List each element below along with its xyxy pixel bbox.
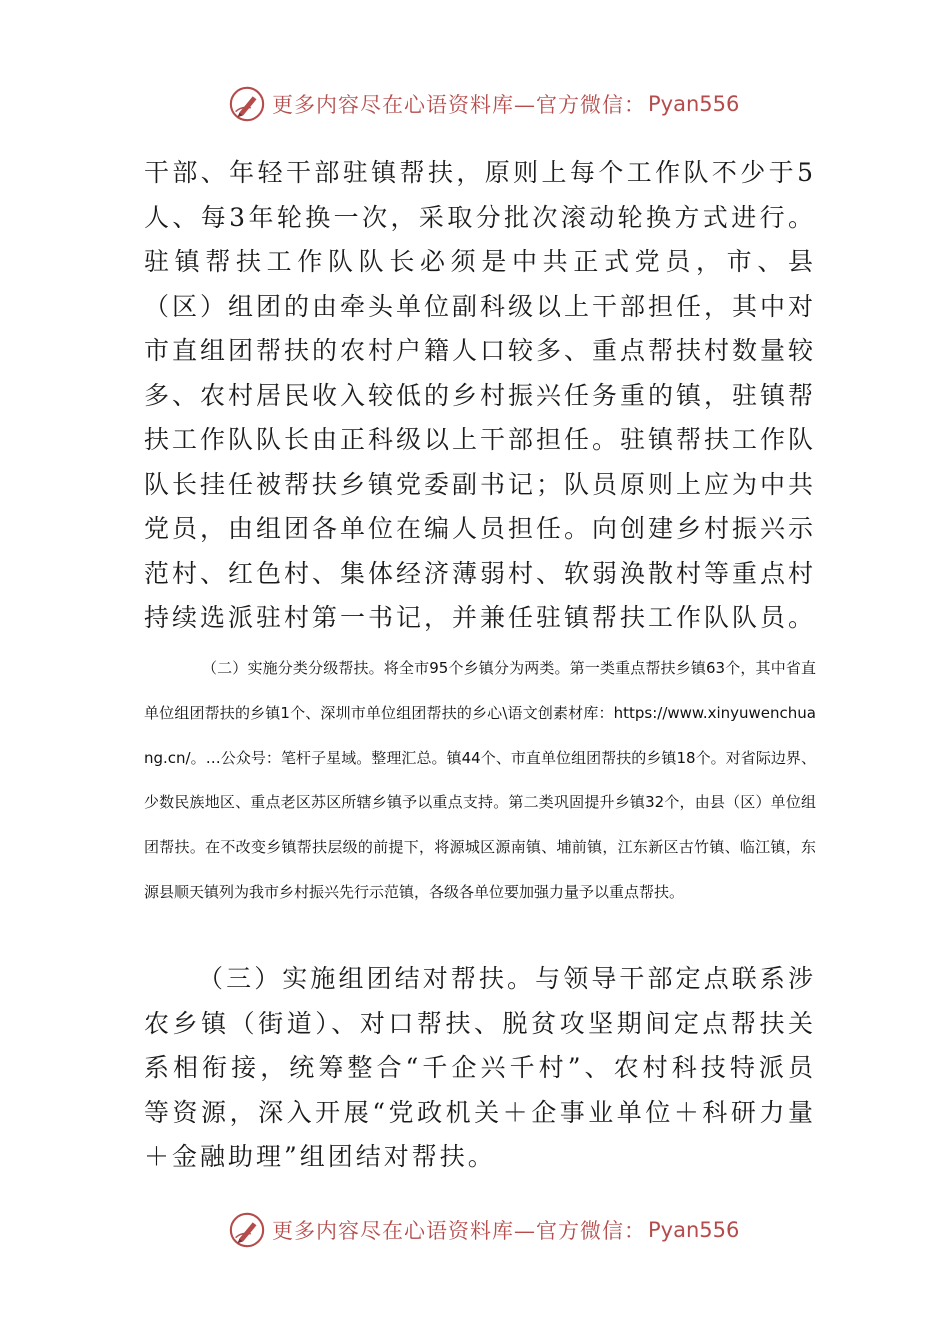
banner-wechat-id: Pyan556 [648, 92, 740, 116]
paragraph-team-staffing: 干部、年轻干部驻镇帮扶，原则上每个工作队不少于5人、每3年轮换一次，采取分批次滚动轮换方式进行。驻镇帮扶工作队队长必须是中共正式党员，市、县（区）组团的由牵头单位副科级以上干部担任，其中对市直组团帮扶的农村户籍人口较多、重点帮扶村数量较多、农村居民收入较低的乡村振兴任务重的镇，驻镇帮扶工作队队长由正科级以上干部担任。驻镇帮扶工作队队长挂任被帮扶乡镇党委副书记；队员原则上应为中共党员，由组团各单位在编人员担任。向创建乡村振兴示范村、红色村、集体经济薄弱村、软弱涣散村等重点村持续选派驻村第一书记，并兼任驻镇帮扶工作队队员。 [144, 158, 817, 632]
banner-text: 更多内容尽在心语资料库—官方微信： [272, 1219, 646, 1243]
pen-logo-icon [228, 1211, 266, 1249]
paragraph-classified-support: （二）实施分类分级帮扶。将全市95个乡镇分为两类。第一类重点帮扶乡镇63个，其中省直单位组团帮扶的乡镇1个、深圳市单位组团帮扶的乡心\语文创素材库：https://www.xinyuwenchuang.cn/。…公众号：笔杆子星域。整理汇总。镇44个、市直单位组团帮扶的乡镇18个。对省际边界、少数民族地区、重点老区苏区所辖乡镇予以重点支持。第二类巩固提升乡镇32个，由县（区）单位组团帮扶。在不改变乡镇帮扶层级的前提下，将源城区源南镇、埔前镇，江东新区古竹镇、临江镇，东源县顺天镇列为我市乡村振兴先行示范镇，各级各单位要加强力量予以重点帮扶。 [144, 659, 816, 901]
header-watermark-banner [228, 82, 748, 126]
pen-logo-icon [228, 85, 266, 123]
banner-text: 更多内容尽在心语资料库—官方微信： [272, 93, 646, 117]
paragraph-group-pairing: （三）实施组团结对帮扶。与领导干部定点联系涉农乡镇（街道）、对口帮扶、脱贫攻坚期间定点帮扶关系相衔接，统筹整合“千企兴千村”、农村科技特派员等资源，深入开展“党政机关＋企事业单位＋科研力量＋金融助理”组团结对帮扶。 [144, 964, 816, 1171]
banner-wechat-id: Pyan556 [648, 1218, 740, 1242]
footer-watermark-banner [228, 1208, 748, 1252]
